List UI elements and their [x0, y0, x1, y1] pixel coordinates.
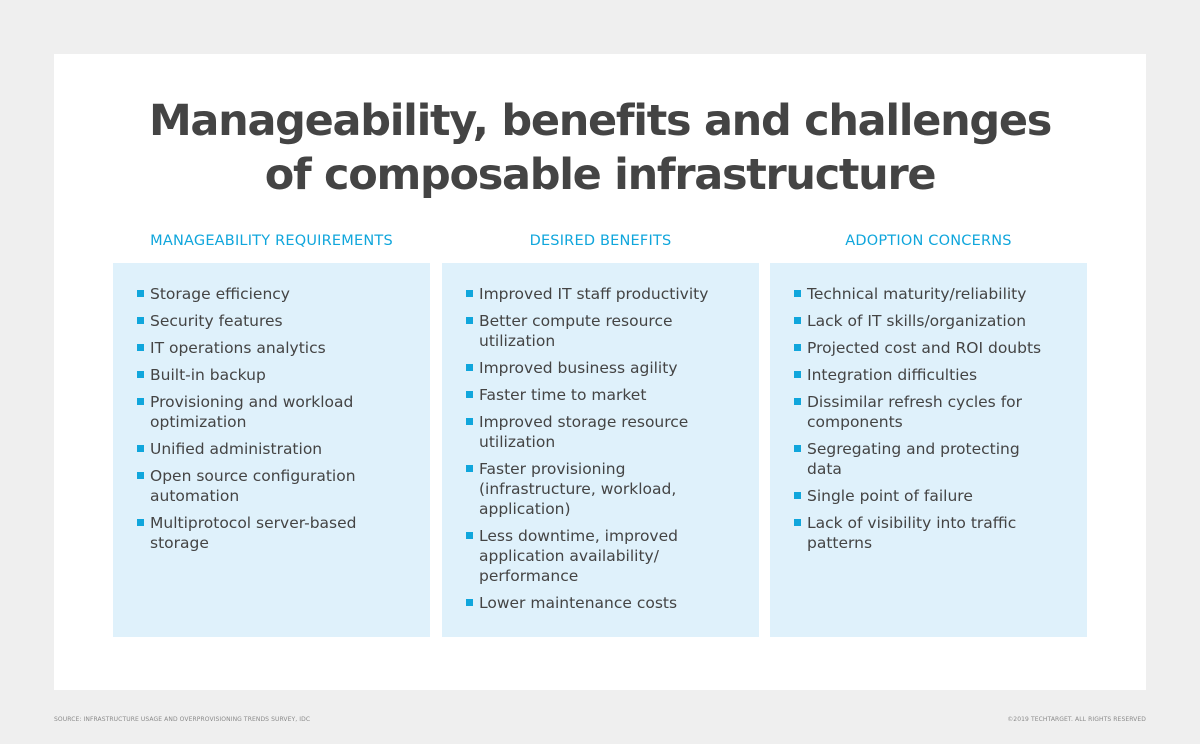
- list-item: [794, 513, 1057, 553]
- list-item-text: Faster time to market: [479, 386, 647, 404]
- square-bullet-icon: [794, 492, 801, 499]
- list-item: [466, 459, 729, 519]
- list-item-text: Open source configuration automation: [150, 467, 356, 505]
- column-heading-concerns: ADOPTION CONCERNS: [845, 233, 1012, 249]
- square-bullet-icon: [794, 445, 801, 452]
- square-bullet-icon: [794, 344, 801, 351]
- list-item-text: Single point of failure: [807, 487, 973, 505]
- list-item-text: Technical maturity/reliability: [807, 285, 1027, 303]
- concerns-list: [794, 284, 1057, 553]
- benefits-list: [466, 284, 729, 613]
- list-item-text: Unified administration: [150, 440, 323, 458]
- list-item-text: Improved IT staff productivity: [479, 285, 709, 303]
- square-bullet-icon: [137, 371, 144, 378]
- list-item-text: Less downtime, improved application availability/ performance: [479, 527, 678, 585]
- list-item: [137, 392, 400, 432]
- list-item: [137, 439, 400, 459]
- list-item: [794, 338, 1057, 358]
- square-bullet-icon: [137, 290, 144, 297]
- list-item: [794, 392, 1057, 432]
- benefits-panel: [442, 263, 759, 637]
- square-bullet-icon: [137, 317, 144, 324]
- concerns-panel: [770, 263, 1087, 637]
- square-bullet-icon: [466, 532, 473, 539]
- list-item-text: Built-in backup: [150, 366, 266, 384]
- list-item: [137, 365, 400, 385]
- list-item: [466, 412, 729, 452]
- square-bullet-icon: [466, 599, 473, 606]
- square-bullet-icon: [137, 398, 144, 405]
- copyright-note: ©2019 TECHTARGET. ALL RIGHTS RESERVED: [1007, 716, 1146, 723]
- list-item-text: Integration difficulties: [807, 366, 978, 384]
- list-item: [137, 311, 400, 331]
- square-bullet-icon: [137, 445, 144, 452]
- column-heading-manageability: MANAGEABILITY REQUIREMENTS: [150, 233, 393, 249]
- list-item-text: Provisioning and workload optimization: [150, 393, 354, 431]
- list-item-text: Improved business agility: [479, 359, 678, 377]
- square-bullet-icon: [466, 290, 473, 297]
- square-bullet-icon: [466, 391, 473, 398]
- square-bullet-icon: [466, 317, 473, 324]
- list-item: [466, 284, 729, 304]
- list-item-text: Improved storage resource utilization: [479, 413, 689, 451]
- list-item-text: Lower maintenance costs: [479, 594, 678, 612]
- list-item-text: IT operations analytics: [150, 339, 326, 357]
- list-item: [137, 284, 400, 304]
- list-item: [794, 365, 1057, 385]
- manageability-panel: [113, 263, 430, 637]
- square-bullet-icon: [794, 317, 801, 324]
- square-bullet-icon: [137, 519, 144, 526]
- title-line-1: Manageability, benefits and challenges: [148, 96, 1052, 146]
- list-item: [794, 311, 1057, 331]
- square-bullet-icon: [137, 344, 144, 351]
- list-item-text: Storage efficiency: [150, 285, 290, 303]
- list-item-text: Faster provisioning (infrastructure, workload, application): [479, 460, 677, 518]
- list-item: [794, 439, 1057, 479]
- list-item-text: Projected cost and ROI doubts: [807, 339, 1042, 357]
- list-item: [137, 513, 400, 553]
- list-item: [137, 466, 400, 506]
- list-item: [794, 486, 1057, 506]
- square-bullet-icon: [137, 472, 144, 479]
- column-heading-benefits: DESIRED BENEFITS: [529, 233, 672, 249]
- list-item-text: Better compute resource utilization: [479, 312, 673, 350]
- list-item: [794, 284, 1057, 304]
- list-item-text: Multiprotocol server-based storage: [150, 514, 357, 552]
- list-item-text: Security features: [150, 312, 283, 330]
- manageability-list: [137, 284, 400, 553]
- list-item: [466, 385, 729, 405]
- list-item: [466, 526, 729, 586]
- square-bullet-icon: [794, 519, 801, 526]
- list-item: [466, 311, 729, 351]
- list-item-text: Dissimilar refresh cycles for components: [807, 393, 1023, 431]
- square-bullet-icon: [794, 371, 801, 378]
- page-title: [0, 94, 1200, 202]
- square-bullet-icon: [794, 398, 801, 405]
- square-bullet-icon: [466, 364, 473, 371]
- list-item-text: Segregating and protecting data: [807, 440, 1020, 478]
- source-note: SOURCE: INFRASTRUCTURE USAGE AND OVERPROVISIONING TRENDS SURVEY, IDC: [54, 716, 311, 723]
- list-item-text: Lack of IT skills/organization: [807, 312, 1027, 330]
- square-bullet-icon: [466, 418, 473, 425]
- list-item: [137, 338, 400, 358]
- list-item: [466, 358, 729, 378]
- title-line-2: of composable infrastructure: [264, 150, 936, 200]
- square-bullet-icon: [794, 290, 801, 297]
- square-bullet-icon: [466, 465, 473, 472]
- list-item: [466, 593, 729, 613]
- list-item-text: Lack of visibility into traffic patterns: [807, 514, 1017, 552]
